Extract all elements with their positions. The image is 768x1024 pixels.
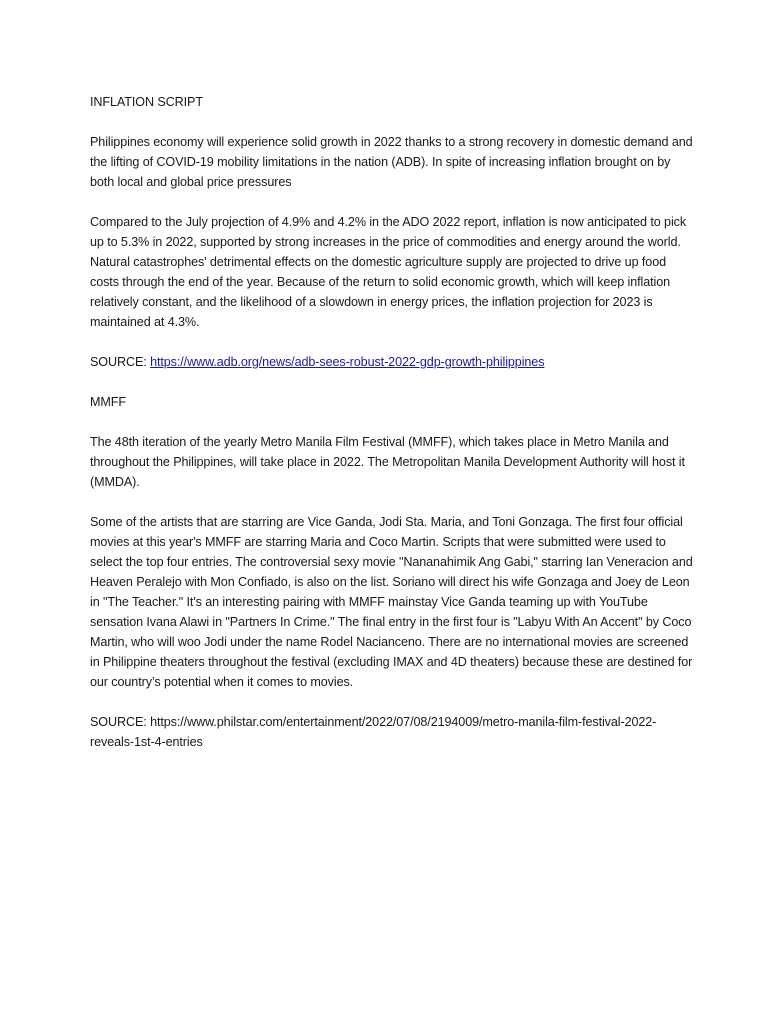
mmff-source-label: SOURCE: bbox=[90, 715, 151, 729]
inflation-source-link[interactable]: https://www.adb.org/news/adb-sees-robust-2022-gdp-growth-philippines bbox=[150, 355, 545, 369]
inflation-paragraph-2: Compared to the July projection of 4.9% and 4.2% in the ADO 2022 report, inflation is now anticipated to pick up to 5.3% in 2022, supported by strong increases in the price of commodities and energy around the world. Natural catastrophes' detrimental effects on the domestic agriculture supply are projected to drive up food costs through the end of the year. Because of the return to solid economic growth, which will keep inflation relatively constant, and the likelihood of a slowdown in energy prices, the inflation projection for 2023 is maintained at 4.3%. bbox=[90, 215, 687, 329]
mmff-paragraph-2: Some of the artists that are starring are Vice Ganda, Jodi Sta. Maria, and Toni Gonzaga. The first four official movies at this year's MMFF are starring Maria and Coco Martin. Scripts that were submitted were used to select the top four entries. The controversial sexy movie "Nananahimik Ang Gabi," starring Ian Veneracion and Heaven Peralejo with Mon Confiado, is also on the list. Soriano will direct his wife Gonzaga and Joey de Leon in "The Teacher." It's an interesting pairing with MMFF mainstay Vice Ganda teaming up with YouTube sensation Ivana Alawi in "Partners In Crime." The final entry in the first four is "Labyu With An Accent" by Coco Martin, who will woo Jodi under the name Rodel Nacianceno. There are no international movies are screened in Philippine theaters throughout the festival (excluding IMAX and 4D theaters) because these are destined for our country’s potential when it comes to movies. bbox=[90, 515, 693, 689]
mmff-paragraph-1: The 48th iteration of the yearly Metro Manila Film Festival (MMFF), which takes place in Metro Manila and throughout the Philippines, will take place in 2022. The Metropolitan Manila Development Authority will host it (MMDA). bbox=[90, 435, 685, 489]
mmff-source bbox=[90, 712, 694, 752]
mmff-heading: MMFF bbox=[90, 395, 126, 409]
mmff-source-url: https://www.philstar.com/entertainment/2022/07/08/2194009/metro-manila-film-festival-2022-reveals-1st-4-entries bbox=[90, 715, 657, 749]
inflation-source bbox=[90, 352, 694, 372]
inflation-paragraph-1: Philippines economy will experience solid growth in 2022 thanks to a strong recovery in domestic demand and the lifting of COVID-19 mobility limitations in the nation (ADB). In spite of increasing inflation brought on by both local and global price pressures bbox=[90, 135, 693, 189]
inflation-heading: INFLATION SCRIPT bbox=[90, 95, 203, 109]
inflation-source-label: SOURCE: bbox=[90, 355, 151, 369]
